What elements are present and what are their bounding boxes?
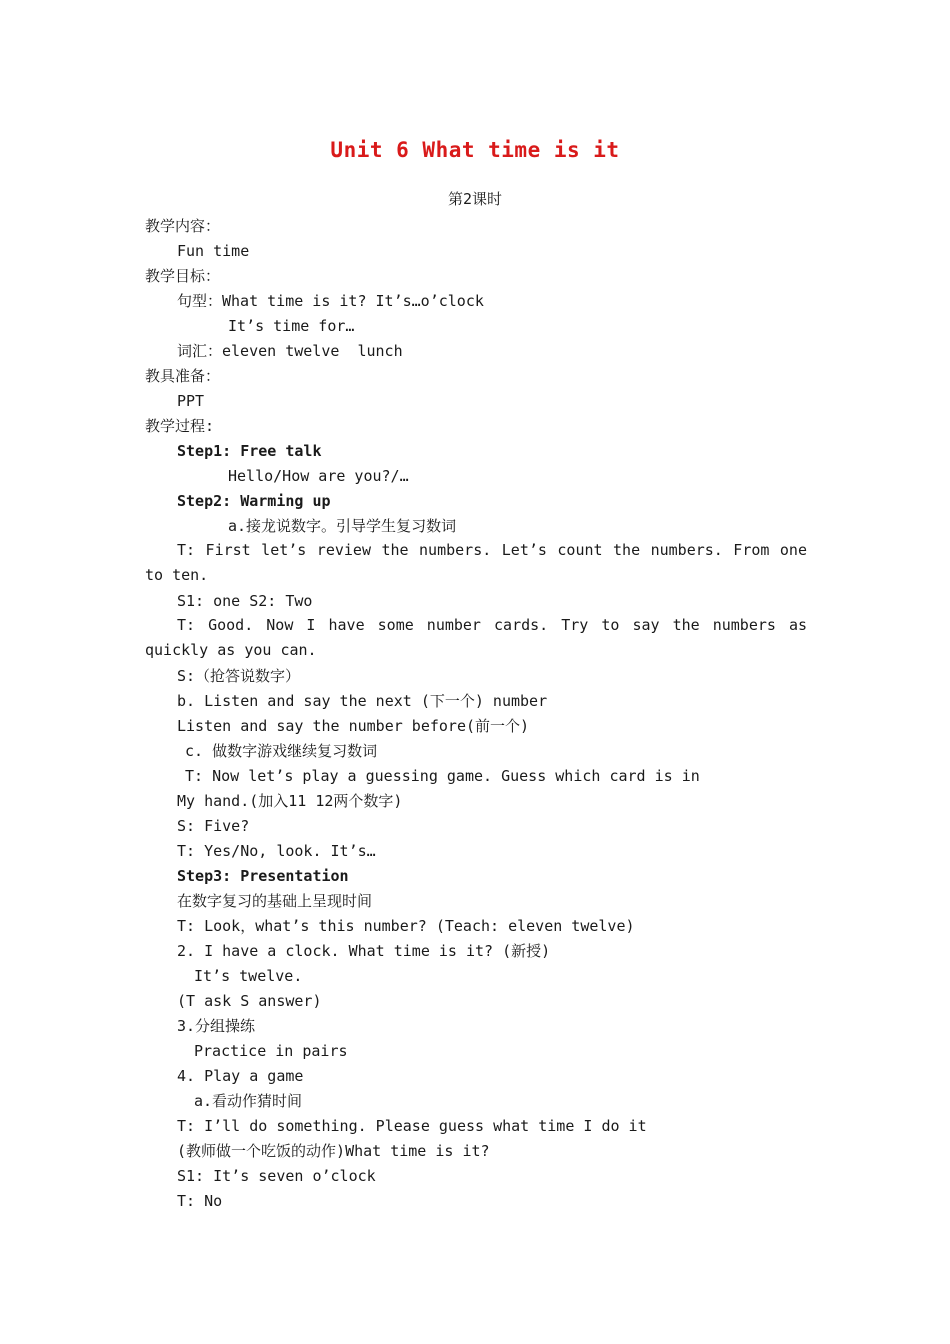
dialogue-line: T: Yes/No, look. It’s… bbox=[177, 842, 376, 860]
step-2-item-a: a.接龙说数字。引导学生复习数词 bbox=[228, 517, 457, 535]
objective-vocabulary: 词汇：eleven twelve lunch bbox=[177, 342, 403, 360]
section-heading-process: 教学过程: bbox=[145, 417, 215, 435]
step-1-text: Hello/How are you?/… bbox=[228, 467, 409, 485]
practice-line: Practice in pairs bbox=[194, 1042, 348, 1060]
dialogue-line: My hand.(加入11 12两个数字) bbox=[177, 792, 403, 810]
dialogue-line: S:（抢答说数字） bbox=[177, 667, 301, 685]
step-3-item-4: 4. Play a game bbox=[177, 1067, 304, 1085]
dialogue-line: T: Look，what’s this number? (Teach: eleven twelve) bbox=[177, 917, 635, 935]
step-2-item-c: c. 做数字游戏继续复习数词 bbox=[185, 742, 378, 760]
step-3-intro: 在数字复习的基础上呈现时间 bbox=[177, 892, 373, 910]
objective-sentence: 句型：What time is it? It’s…o’clock bbox=[177, 292, 484, 310]
section-heading-materials: 教具准备： bbox=[145, 367, 221, 385]
dialogue-line: T: I’ll do something. Please guess what time I do it bbox=[177, 1117, 647, 1135]
lesson-number: 第2课时 bbox=[447, 190, 503, 208]
dialogue-line: (教师做一个吃饭的动作)What time is it? bbox=[177, 1142, 490, 1160]
dialogue-line: It’s twelve. bbox=[194, 967, 303, 985]
content-text: Fun time bbox=[177, 242, 250, 260]
instruction-line: (T ask S answer) bbox=[177, 992, 322, 1010]
dialogue-line: S: Five? bbox=[177, 817, 250, 835]
dialogue-line: T: No bbox=[177, 1192, 223, 1210]
paragraph-number-cards: T: Good. Now I have some number cards. Try to say the numbers as quickly as you can. bbox=[145, 616, 807, 659]
paragraph-review-numbers: T: First let’s review the numbers. Let’s count the numbers. From one to ten. bbox=[145, 541, 807, 584]
page-title: Unit 6 What time is it bbox=[330, 138, 620, 162]
step-3-item-3: 3.分组操练 bbox=[177, 1017, 256, 1035]
step-2-item-b-2: Listen and say the number before(前一个) bbox=[177, 717, 530, 735]
step-1-heading: Step1: Free talk bbox=[177, 442, 322, 460]
step-2-heading: Step2: Warming up bbox=[177, 492, 331, 510]
materials-text: PPT bbox=[177, 392, 205, 410]
dialogue-line: T: Now let’s play a guessing game. Guess which card is in bbox=[185, 767, 700, 785]
step-2-item-b: b. Listen and say the next (下一个) number bbox=[177, 692, 548, 710]
step-3-heading: Step3: Presentation bbox=[177, 867, 349, 885]
game-item-a: a.看动作猜时间 bbox=[194, 1092, 303, 1110]
section-heading-objectives: 教学目标： bbox=[145, 267, 221, 285]
objective-sentence-2: It’s time for… bbox=[228, 317, 355, 335]
step-3-item-2: 2. I have a clock. What time is it? (新授) bbox=[177, 942, 551, 960]
dialogue-line: S1: It’s seven o’clock bbox=[177, 1167, 376, 1185]
section-heading-content: 教学内容： bbox=[145, 217, 221, 235]
dialogue-line: S1: one S2: Two bbox=[177, 592, 313, 610]
